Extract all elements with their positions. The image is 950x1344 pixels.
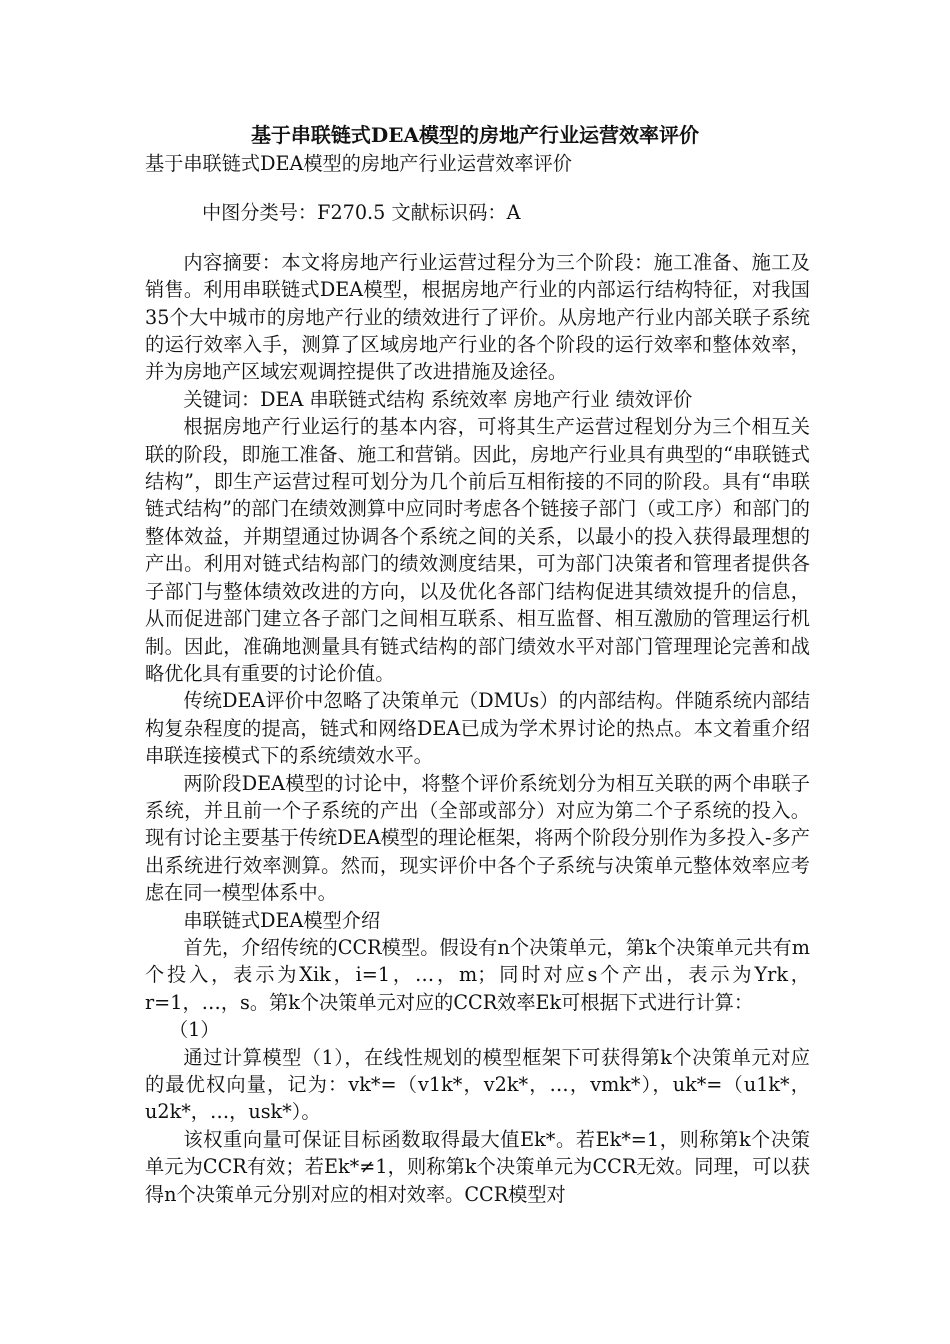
document-body	[145, 150, 810, 1208]
classification-line: 中图分类号：F270.5 文献标识码：A	[202, 201, 521, 225]
body-paragraph: 传统DEA评价中忽略了决策单元（DMUs）的内部结构。伴随系统内部结构复杂程度的提高，链式和网络DEA已成为学术界讨论的热点。本文着重介绍串联连接模式下的系统绩效水平。	[145, 689, 810, 768]
document-subtitle: 基于串联链式DEA模型的房地产行业运营效率评价	[145, 152, 572, 175]
body-paragraph: 通过计算模型（1），在线性规划的模型框架下可获得第k个决策单元对应的最优权向量，记为：vk*=（v1k*，v2k*，…，vmk*），uk*=（u1k*，u2k*，…，usk*）。	[145, 1045, 810, 1124]
keywords-line: 关键词：DEA 串联链式结构 系统效率 房地产行业 绩效评价	[183, 387, 693, 411]
equation-number: （1）	[169, 1018, 220, 1042]
abstract-paragraph: 内容摘要：本文将房地产行业运营过程分为三个阶段：施工准备、施工及销售。利用串联链式DEA模型，根据房地产行业的内部运行结构特征，对我国35个大中城市的房地产行业的绩效进行了评价。从房地产行业内部关联子系统的运行效率入手，测算了区域房地产行业的各个阶段的运行效率和整体效率，并为房地产区域宏观调控提供了改进措施及途径。	[145, 250, 810, 384]
section-heading: 串联链式DEA模型介绍	[183, 908, 381, 932]
body-paragraph: 两阶段DEA模型的讨论中，将整个评价系统划分为相互关联的两个串联子系统，并且前一个子系统的产出（全部或部分）对应为第二个子系统的投入。现有讨论主要基于传统DEA模型的理论框架，将两个阶段分别作为多投入-多产出系统进行效率测算。然而，现实评价中各个子系统与决策单元整体效率应考虑在同一模型体系中。	[145, 771, 810, 905]
body-paragraph: 首先，介绍传统的CCR模型。假设有n个决策单元，第k个决策单元共有m个投入，表示为Xik，i=1，…，m；同时对应s个产出，表示为Yrk，r=1，…，s。第k个决策单元对应的CCR效率Ek可根据下式进行计算：	[145, 935, 810, 1014]
document-title: 基于串联链式DEA模型的房地产行业运营效率评价	[250, 123, 700, 147]
body-paragraph: 该权重向量可保证目标函数取得最大值Ek*。若Ek*=1，则称第k个决策单元为CCR有效；若Ek*≠1，则称第k个决策单元为CCR无效。同理，可以获得n个决策单元分别对应的相对效率。CCR模型对	[145, 1127, 810, 1206]
body-paragraph: 根据房地产行业运行的基本内容，可将其生产运营过程划分为三个相互关联的阶段，即施工准备、施工和营销。因此，房地产行业具有典型的“串联链式结构”，即生产运营过程可划分为几个前后互相衔接的不同的阶段。具有“串联链式结构”的部门在绩效测算中应同时考虑各个链接子部门（或工序）和部门的整体效益，并期望通过协调各个系统之间的关系，以最小的投入获得最理想的产出。利用对链式结构部门的绩效测度结果，可为部门决策者和管理者提供各子部门与整体绩效改进的方向，以及优化各部门结构促进其绩效提升的信息，从而促进部门建立各子部门之间相互联系、相互监督、相互激励的管理运行机制。因此，准确地测量具有链式结构的部门绩效水平对部门管理理论完善和战略优化具有重要的讨论价值。	[145, 415, 810, 685]
